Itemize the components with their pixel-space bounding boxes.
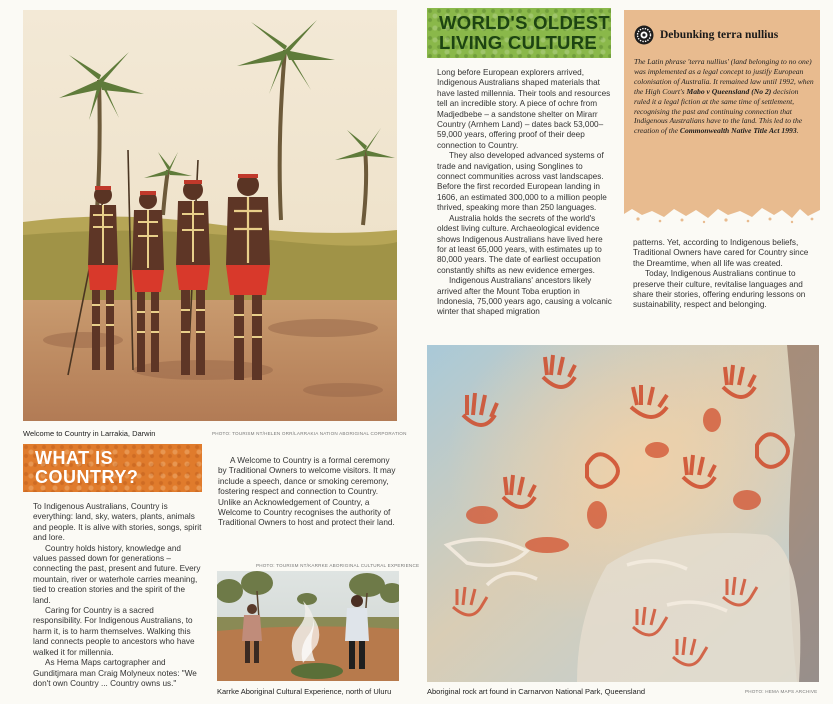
photo-rock-art-caption: Aboriginal rock art found in Carnarvon National Park, Queensland bbox=[427, 687, 646, 696]
terra-nullius-text: decision ruled it a legal fiction at the same time of settlement, recognising the past and continuing connection that Indigenous Australians have to the land. This led to the creation of the bbox=[634, 86, 803, 136]
what-is-country-title-line1: WHAT IS bbox=[35, 448, 114, 468]
world-oldest-paragraph: Today, Indigenous Australians continue to preserve their culture, revitalise languages and share their stories, offering enduring lessons on sustainability, respect and belonging. bbox=[633, 269, 806, 310]
what-is-country-banner bbox=[23, 444, 202, 492]
photo-karrke-credit: PHOTO: TOURISM NT/KARRKE ABORIGINAL CULTURAL EXPERIENCE bbox=[256, 563, 420, 568]
mabo-case-name: Mabo v Queensland (No 2) bbox=[686, 86, 772, 96]
terra-nullius-heading: Debunking terra nullius bbox=[660, 29, 779, 41]
world-oldest-title-line2: LIVING CULTURE bbox=[439, 32, 598, 53]
what-is-country-title bbox=[35, 449, 138, 487]
dot-painting-icon bbox=[634, 25, 654, 45]
terra-nullius-sidebar bbox=[624, 10, 820, 208]
world-oldest-column-2 bbox=[633, 238, 815, 311]
world-oldest-title-line1: WORLD'S OLDEST bbox=[439, 12, 610, 33]
world-oldest-paragraph: patterns. Yet, according to Indigenous beliefs, Traditional Owners have cared for Country since the Dreamtime, when all life was created. bbox=[633, 238, 809, 268]
rock-art-image bbox=[427, 345, 819, 682]
photo-darwin-caption: Welcome to Country in Larrakia, Darwin bbox=[23, 429, 156, 438]
world-oldest-title bbox=[439, 13, 610, 53]
darwin-scene-image bbox=[23, 10, 397, 421]
photo-darwin-credit: PHOTO: TOURISM NT/HELEN ORR/LARRAKIA NATION ABORIGINAL CORPORATION bbox=[212, 431, 407, 436]
what-is-country-paragraph: Caring for Country is a sacred responsibility. For Indigenous Australians, to harm it, is to harm themselves. Walking this land connects people to ancestors who have walked it for millennia. bbox=[33, 606, 195, 657]
world-oldest-paragraph: Long before European explorers arrived, Indigenous Australians shaped materials that have lasted millennia. Their tools and resources tell an incredible story. A piece of ochre from Madjedbebe – a sandstone shelter on Mirarr Country (Arnhem Land) – dates back 53,000–59,000 years, offering proof of their deep connection to Country. bbox=[437, 68, 611, 150]
world-oldest-paragraph: They also developed advanced systems of trade and navigation, using Songlines to connect communities across vast landscapes. Before the first recorded European landing in 1606, an estimated 300,000 to a million people thrived, speaking more than 250 languages. bbox=[437, 151, 607, 213]
what-is-country-paragraph: Country holds history, knowledge and values passed down for generations – connecting the past, present and future. Every mountain, river or waterhole carries meaning, tied to creation stories and the spirit of the land. bbox=[33, 543, 201, 605]
welcome-to-country-text: A Welcome to Country is a formal ceremony by Traditional Owners to welcome visitors. It may include a speech, dance or smoking ceremony, fostering respect and connection to Country. Unlike an Acknowledgement of Country, a Welcome to Country recognises the authority of Traditional Owners to host and protect their land. bbox=[218, 456, 396, 528]
world-oldest-paragraph: Indigenous Australians' ancestors likely arrived after the Mount Toba eruption in Indonesia, 75,000 years ago, causing a volcanic winter that shaped migration bbox=[437, 276, 612, 317]
world-oldest-paragraph: Australia holds the secrets of the world's oldest living culture. Archaeological evidence shows Indigenous Australians have lived here for at least 65,000 years, with estimates up to 80,000 years. The date of earliest occupation constantly shifts as new evidence emerges. bbox=[437, 213, 603, 275]
photo-karrke bbox=[217, 571, 399, 681]
photo-darwin-welcome bbox=[23, 10, 397, 421]
what-is-country-paragraph: As Hema Maps cartographer and Gunditjmara man Craig Molyneux notes: "We don't own Country ... Country owns us." bbox=[33, 658, 197, 688]
photo-karrke-caption: Karrke Aboriginal Cultural Experience, north of Uluru bbox=[217, 687, 392, 696]
native-title-act-name: Commonwealth Native Title Act 1993 bbox=[679, 126, 797, 136]
world-oldest-column-1 bbox=[437, 68, 613, 318]
photo-rock-art bbox=[427, 345, 819, 682]
what-is-country-paragraph: To Indigenous Australians, Country is everything: land, sky, waters, plants, animals and people. It is alive with stories, songs, spirit and lore. bbox=[33, 502, 202, 543]
sidebar-torn-edge bbox=[624, 206, 820, 224]
terra-nullius-body bbox=[634, 57, 815, 136]
terra-nullius-text: The Latin phrase 'terra nullius' (land belonging to no one) was implemented as a legal concept to justify European colonisation of Australia. It remained law until 1992, when the High Court's bbox=[634, 57, 814, 96]
karrke-scene-image bbox=[217, 571, 399, 681]
photo-rock-art-credit: PHOTO: HEMA MAPS ARCHIVE bbox=[745, 689, 818, 694]
what-is-country-column bbox=[33, 502, 205, 689]
what-is-country-title-line2: COUNTRY? bbox=[35, 467, 139, 487]
world-oldest-banner bbox=[427, 8, 611, 58]
terra-nullius-text: . bbox=[796, 126, 799, 136]
welcome-to-country-column bbox=[218, 456, 396, 529]
